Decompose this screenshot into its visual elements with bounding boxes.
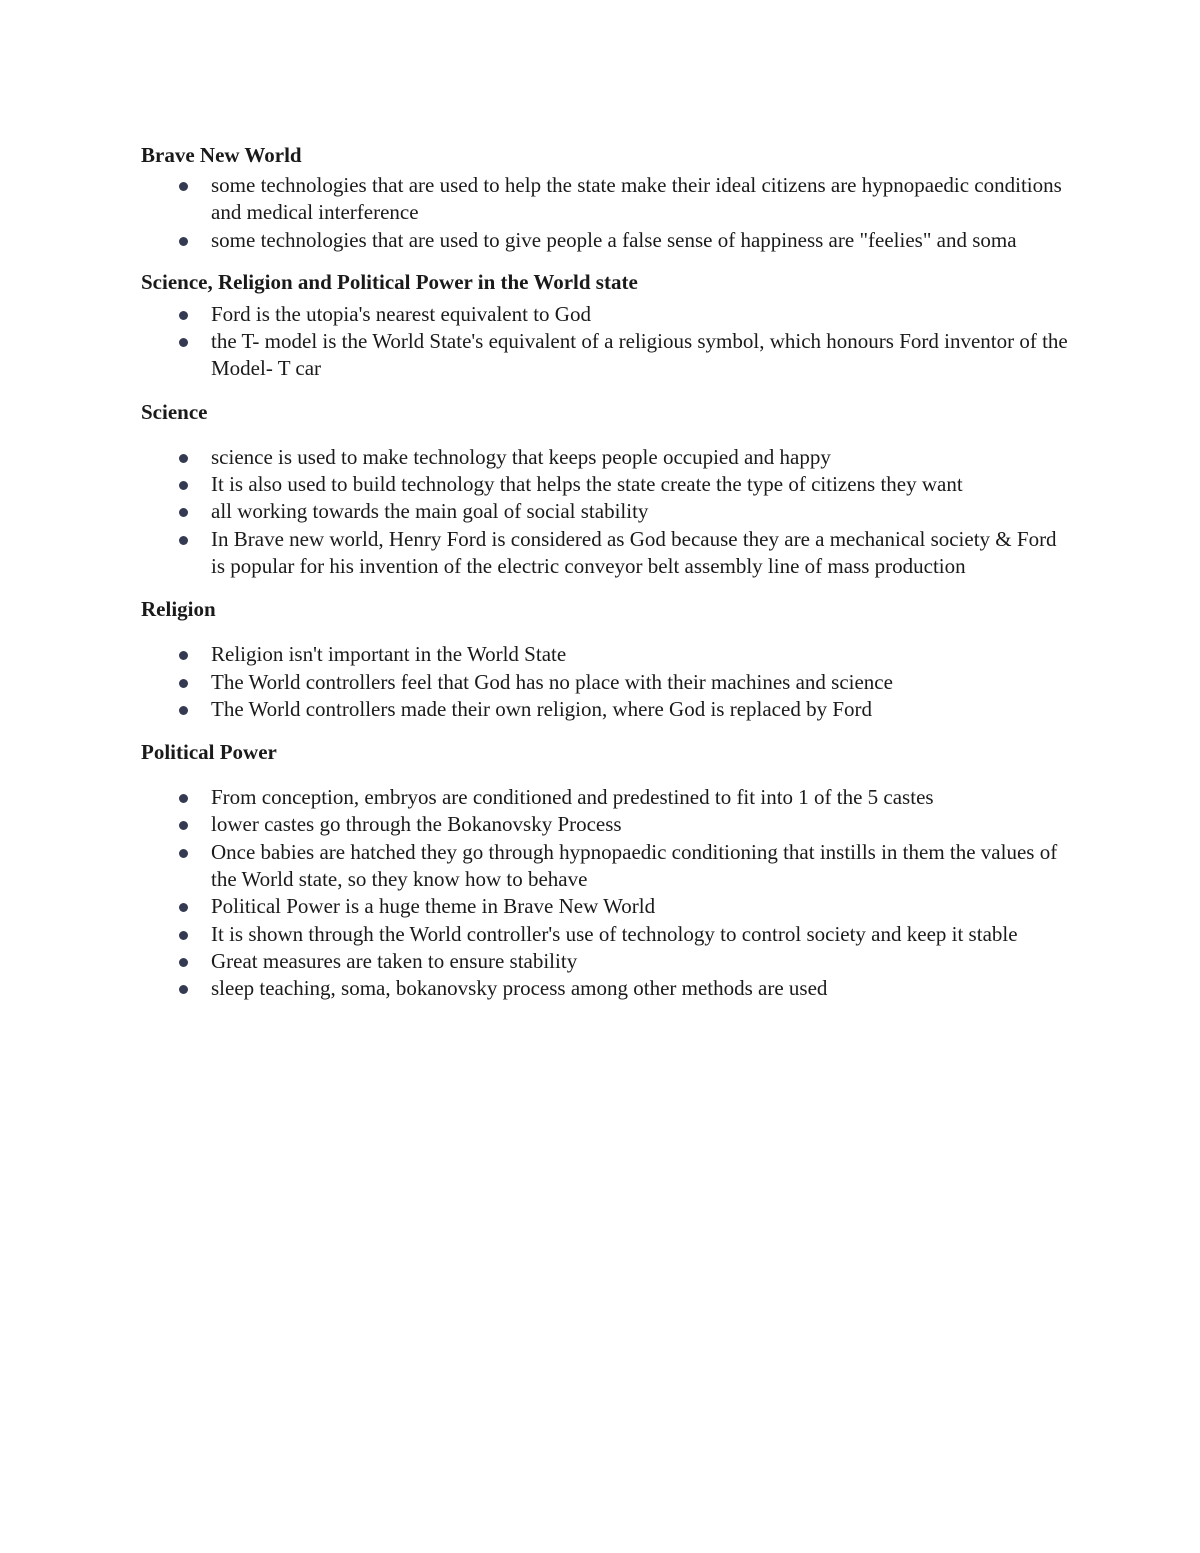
bullet-list	[141, 444, 1071, 580]
list-item	[211, 498, 1071, 525]
list-item-text: all working towards the main goal of social stability	[211, 499, 649, 524]
bullet-icon	[179, 958, 188, 967]
list-item-text: From conception, embryos are conditioned and predestined to fit into 1 of the 5 castes	[211, 785, 934, 810]
bullet-icon	[179, 679, 188, 688]
bullet-icon	[179, 454, 188, 463]
bullet-icon	[179, 794, 188, 803]
section-science-religion-political-power	[141, 269, 1071, 383]
list-item	[211, 172, 1071, 227]
bullet-icon	[179, 338, 188, 347]
list-item	[211, 227, 1071, 254]
list-item-text: The World controllers made their own religion, where God is replaced by Ford	[211, 696, 872, 721]
bullet-icon	[179, 903, 188, 912]
list-item-text: It is also used to build technology that helps the state create the type of citizens they want	[211, 472, 963, 497]
list-item	[211, 471, 1071, 498]
list-item	[211, 301, 1071, 328]
section-brave-new-world	[141, 142, 1071, 254]
list-item-text: Political Power is a huge theme in Brave New World	[211, 894, 656, 919]
document-page	[141, 142, 1071, 1003]
section-heading: Religion	[141, 597, 216, 622]
bullet-icon	[179, 481, 188, 490]
bullet-icon	[179, 706, 188, 715]
bullet-icon	[179, 849, 188, 858]
list-item	[211, 975, 1071, 1002]
list-item	[211, 893, 1071, 920]
list-item	[211, 641, 1071, 668]
bullet-icon	[179, 311, 188, 320]
list-item	[211, 839, 1071, 894]
bullet-icon	[179, 821, 188, 830]
list-item-text: some technologies that are used to help the state make their ideal citizens are hypnopaedic conditions and medical interference	[211, 173, 1062, 225]
section-science	[141, 399, 1071, 580]
list-item-text: In Brave new world, Henry Ford is considered as God because they are a mechanical society & Ford is popular for his invention of the electric conveyor belt assembly line of mass production	[211, 526, 1057, 578]
section-heading: Science, Religion and Political Power in the World state	[141, 269, 638, 294]
bullet-icon	[179, 651, 188, 660]
section-political-power	[141, 739, 1071, 1002]
list-item	[211, 328, 1071, 383]
list-item	[211, 696, 1071, 723]
bullet-list	[141, 172, 1071, 254]
bullet-list	[141, 641, 1071, 723]
section-heading: Science	[141, 399, 208, 424]
section-heading: Brave New World	[141, 143, 302, 167]
bullet-list	[141, 784, 1071, 1002]
list-item-text: some technologies that are used to give people a false sense of happiness are "feelies" and soma	[211, 227, 1017, 252]
list-item-text: Once babies are hatched they go through hypnopaedic conditioning that instills in them the values of the World state, so they know how to behave	[211, 839, 1058, 892]
list-item	[211, 921, 1071, 948]
list-item	[211, 948, 1071, 975]
bullet-icon	[179, 536, 188, 545]
list-item-text: It is shown through the World controller's use of technology to control society and keep it stable	[211, 921, 1018, 946]
list-item	[211, 784, 1071, 811]
bullet-icon	[179, 931, 188, 940]
section-heading: Political Power	[141, 740, 277, 765]
bullet-icon	[179, 182, 188, 191]
list-item-text: sleep teaching, soma, bokanovsky process among other methods are used	[211, 976, 828, 1001]
list-item-text: the T- model is the World State's equivalent of a religious symbol, which honours Ford inventor of the Model- T car	[211, 329, 1068, 381]
bullet-list	[141, 301, 1071, 383]
bullet-icon	[179, 508, 188, 517]
list-item	[211, 669, 1071, 696]
list-item-text: Ford is the utopia's nearest equivalent to God	[211, 301, 591, 326]
bullet-icon	[179, 237, 188, 246]
list-item-text: science is used to make technology that keeps people occupied and happy	[211, 444, 831, 469]
bullet-icon	[179, 985, 188, 994]
list-item-text: lower castes go through the Bokanovsky Process	[211, 812, 622, 837]
list-item-text: The World controllers feel that God has no place with their machines and science	[211, 669, 893, 694]
list-item	[211, 811, 1071, 838]
list-item	[211, 526, 1071, 581]
list-item-text: Religion isn't important in the World State	[211, 642, 567, 667]
list-item-text: Great measures are taken to ensure stability	[211, 948, 578, 973]
section-religion	[141, 596, 1071, 723]
list-item	[211, 444, 1071, 471]
